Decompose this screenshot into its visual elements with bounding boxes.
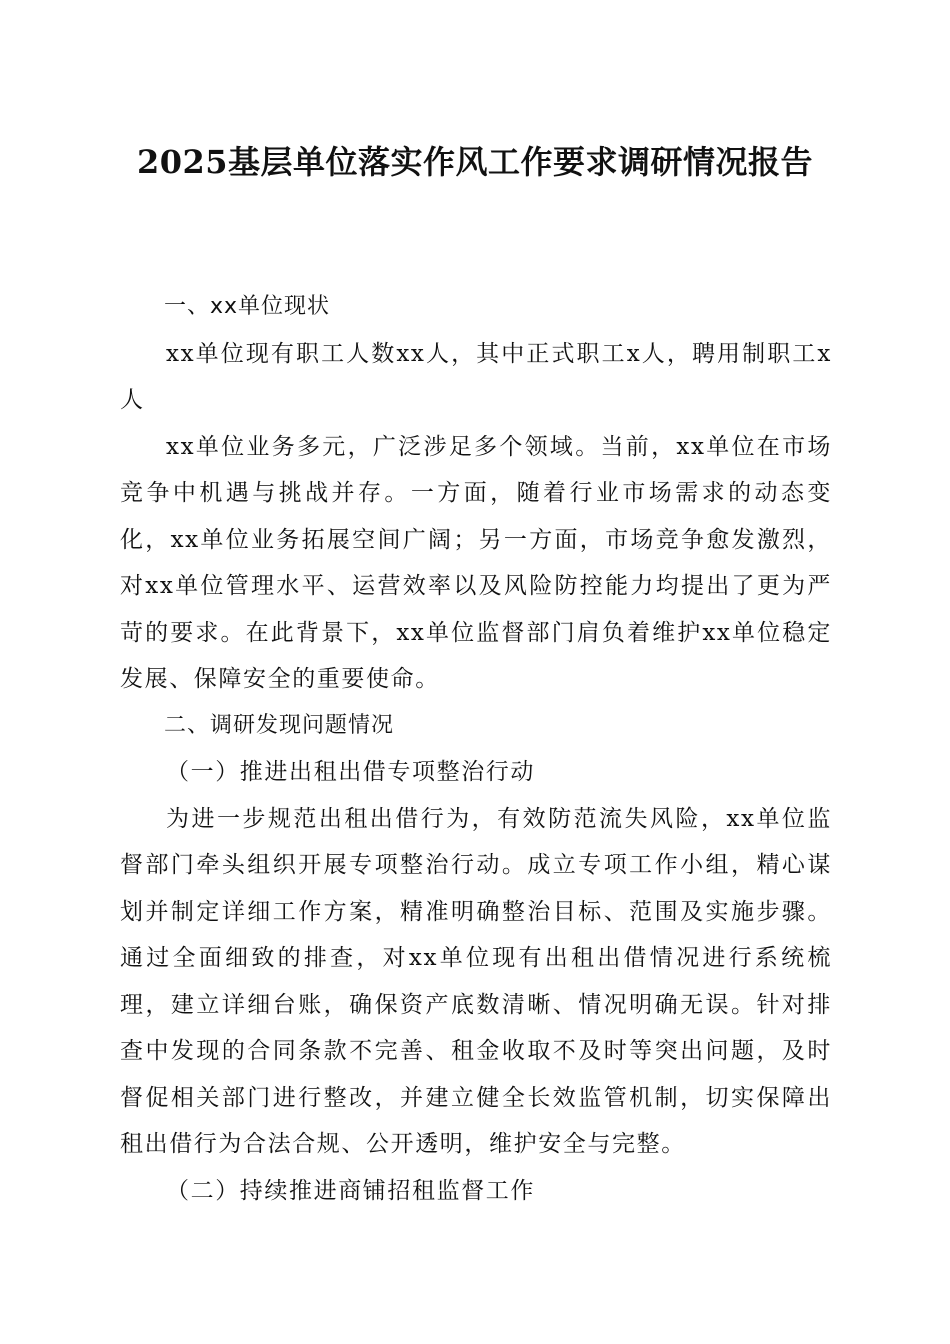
section-heading-status: 一、xx单位现状 — [164, 294, 331, 319]
paragraph-staff-count: xx单位现有职工人数xx人，其中正式职工x人，聘用制职工x人 — [120, 340, 832, 413]
paragraph-rental-rectification: 为进一步规范出租出借行为，有效防范流失风险，xx单位监督部门牵头组织开展专项整治行动。成立专项工作小组，精心谋划并制定详细工作方案，精准明确整治目标、范围及实施步骤。通过全面细致的排查，对xx单位现有出租出借情况进行系统梳理，建立详细台账，确保资产底数清晰、情况明确无误。针对排查中发现的合同条款不完善、租金收取不及时等突出问题，及时督促相关部门进行整改，并建立健全长效监管机制，切实保障出租出借行为合法合规、公开透明，维护安全与完整。 — [120, 805, 832, 1157]
document-title: 2025基层单位落实作风工作要求调研情况报告 — [136, 143, 814, 181]
subsection-heading-rental-rectification: （一）推进出租出借专项整治行动 — [166, 759, 535, 785]
subsection-heading-shop-leasing: （二）持续推进商铺招租监督工作 — [166, 1177, 535, 1204]
section-heading-findings: 二、调研发现问题情况 — [164, 712, 395, 738]
paragraph-business-overview: xx单位业务多元，广泛涉足多个领域。当前，xx单位在市场竞争中机遇与挑战并存。一方面，随着行业市场需求的动态变化，xx单位业务拓展空间广阔；另一方面，市场竞争愈发激烈，对xx单位管理水平、运营效率以及风险防控能力均提出了更为严苛的要求。在此背景下，xx单位监督部门肩负着维护xx单位稳定发展、保障安全的重要使命。 — [120, 433, 832, 692]
document-body — [120, 284, 832, 1214]
